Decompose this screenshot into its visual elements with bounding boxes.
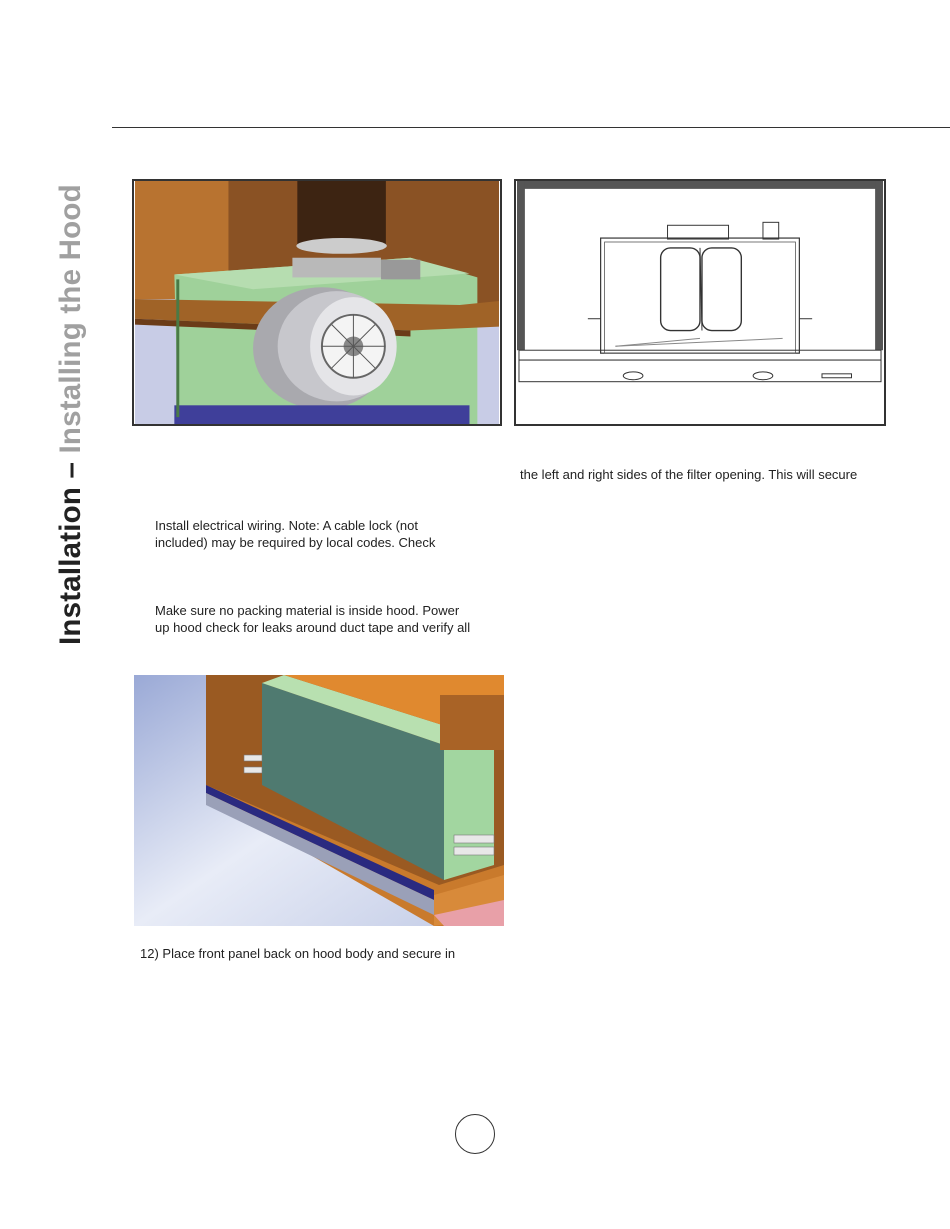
front-panel-figure: [134, 675, 504, 926]
step12-text: 12) Place front panel back on hood body and secure in: [140, 946, 456, 961]
hood-front-view-illustration-icon: [516, 181, 884, 424]
blower-fan-illustration-icon: [134, 181, 500, 424]
section-title-main: Installation –: [54, 453, 87, 645]
wiring-text-line2: included) may be required by local codes. Check: [155, 535, 436, 550]
packing-text-line2: up hood check for leaks around duct tape and verify all: [155, 620, 471, 635]
wiring-text-line1: Install electrical wiring. Note: A cable lock (not: [155, 518, 419, 533]
side-section-title: [54, 184, 88, 645]
page-number-circle: [455, 1114, 495, 1154]
packing-text-line1: Make sure no packing material is inside hood. Power: [155, 603, 460, 618]
section-title-sub: Installing the Hood: [54, 184, 87, 454]
right-column-text: the left and right sides of the filter opening. This will secure: [520, 467, 858, 482]
blower-figure: [132, 179, 502, 426]
header-rule: [112, 127, 950, 128]
front-panel-illustration-icon: [134, 675, 504, 926]
front-view-figure: [514, 179, 886, 426]
